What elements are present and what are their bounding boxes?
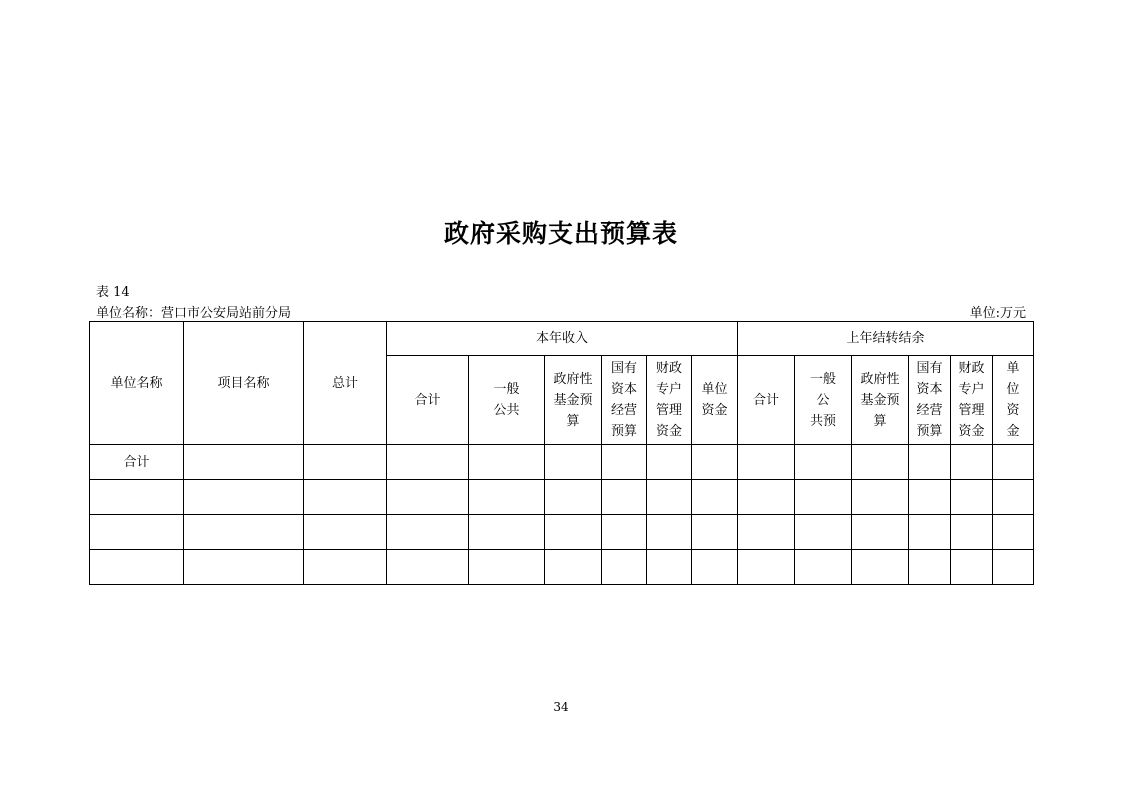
table-row [90,515,1034,550]
table-cell [602,445,647,480]
header-project-name: 项目名称 [184,322,304,445]
table-cell [951,550,993,585]
table-cell: 合计 [90,445,184,480]
header-current-state-capital-operation-budget: 国有 资本 经营 预算 [602,356,647,445]
table-cell [692,445,738,480]
table-cell [90,515,184,550]
table-cell [184,515,304,550]
table-cell [993,550,1034,585]
table-cell [909,550,951,585]
table-row [90,445,1034,480]
table-cell [387,515,469,550]
table-cell [993,445,1034,480]
table-cell [852,550,909,585]
table-cell [304,480,387,515]
table-cell [909,480,951,515]
header-total: 总计 [304,322,387,445]
table-cell [692,550,738,585]
table-cell [692,480,738,515]
table-cell [304,550,387,585]
table-cell [852,445,909,480]
table-cell [993,480,1034,515]
table-cell [909,445,951,480]
table-cell [90,480,184,515]
table-cell [795,480,852,515]
table-cell [738,515,795,550]
table-cell [993,515,1034,550]
table-cell [692,515,738,550]
header-current-fiscal-special-account-funds: 财政 专户 管理 资金 [647,356,692,445]
header-current-general-public-budget: 一般 公共 [469,356,545,445]
table-cell [795,550,852,585]
procurement-budget-table [89,321,1034,585]
header-current-government-fund-budget: 政府性 基金预 算 [545,356,602,445]
table-cell [304,445,387,480]
table-cell [602,515,647,550]
table-cell [647,445,692,480]
table-cell [909,515,951,550]
table-cell [469,480,545,515]
table-row [90,480,1034,515]
page-number: 34 [553,700,569,714]
table-cell [795,515,852,550]
header-prior-unit-funds: 单 位 资 金 [993,356,1034,445]
table-number: 表 14 [96,285,130,300]
header-unit-name: 单位名称 [90,322,184,445]
table-cell [304,515,387,550]
header-current-total: 合计 [387,356,469,445]
header-prior-total: 合计 [738,356,795,445]
unit-measure-label: 单位:万元 [969,306,1026,321]
table-cell [738,445,795,480]
table-cell [602,550,647,585]
table-cell [184,445,304,480]
table-cell [738,480,795,515]
table-body [90,445,1034,585]
table-cell [951,445,993,480]
header-prior-government-fund-budget: 政府性 基金预 算 [852,356,909,445]
unit-name-label: 单位名称：营口市公安局站前分局 [96,306,292,321]
table-cell [184,550,304,585]
table-cell [184,480,304,515]
table-cell [647,515,692,550]
table-cell [738,550,795,585]
table-cell [951,480,993,515]
table-cell [951,515,993,550]
table-cell [469,515,545,550]
page-title: 政府采购支出预算表 [443,219,678,248]
table-cell [852,515,909,550]
table-row [90,550,1034,585]
header-current-unit-funds: 单位 资金 [692,356,738,445]
table-cell [387,480,469,515]
table-cell [647,480,692,515]
header-prior-year-carryover: 上年结转结余 [738,322,1034,356]
table-cell [545,480,602,515]
table-cell [545,550,602,585]
table-cell [387,550,469,585]
header-prior-fiscal-special-account-funds: 财政 专户 管理 资金 [951,356,993,445]
table-cell [545,445,602,480]
table-cell [387,445,469,480]
table-cell [852,480,909,515]
table-cell [469,445,545,480]
table-cell [90,550,184,585]
table-cell [545,515,602,550]
table-cell [795,445,852,480]
table-cell [602,480,647,515]
header-current-year-income: 本年收入 [387,322,738,356]
table-cell [647,550,692,585]
table-cell [469,550,545,585]
header-prior-general-public-budget: 一般 公 共预 [795,356,852,445]
header-prior-state-capital-operation-budget: 国有 资本 经营 预算 [909,356,951,445]
